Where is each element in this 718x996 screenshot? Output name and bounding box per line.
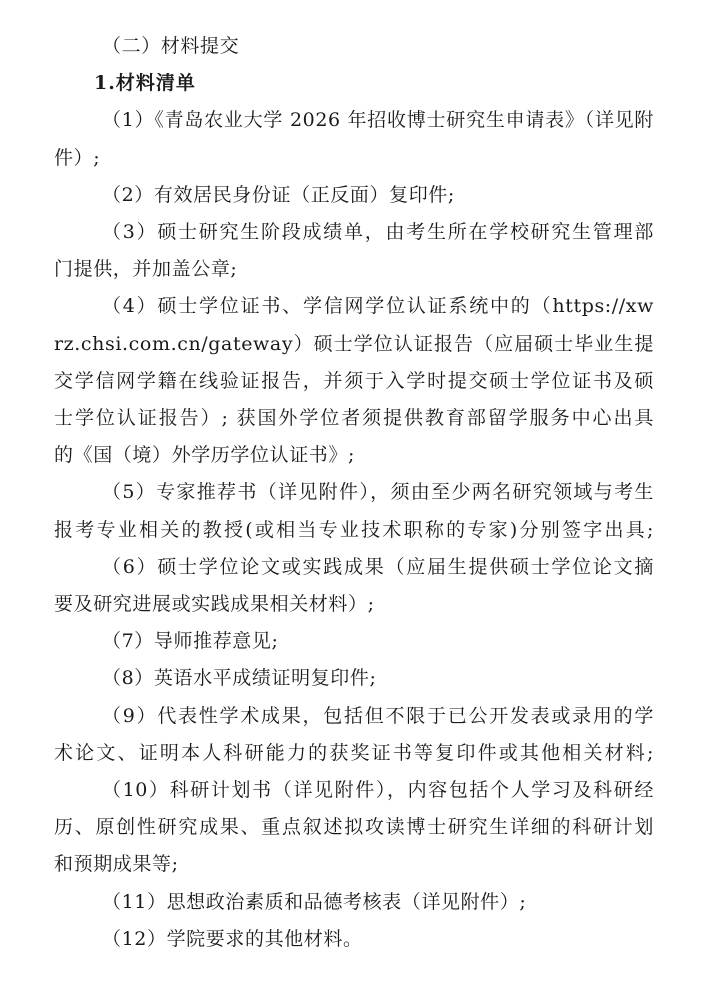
item-11-line-1: （11）思想政治素质和品德考核表（详见附件）; <box>102 890 527 913</box>
item-5-line-2: 报考专业相关的教授(或相当专业技术职称的专家)分别签字出具; <box>54 518 654 541</box>
item-1-line-2: 件）; <box>54 146 101 169</box>
list-heading: 1.材料清单 <box>94 72 196 95</box>
section-title: （二）材料提交 <box>102 35 240 57</box>
item-6-line-2: 要及研究进展或实践成果相关材料）; <box>54 593 375 616</box>
item-4-line-4: 士学位认证报告）; 获国外学位者须提供教育部留学服务中心出具 <box>54 407 654 430</box>
item-3-line-1: （3）硕士研究生阶段成绩单，由考生所在学校研究生管理部 <box>102 221 654 244</box>
item-10-line-2: 历、原创性研究成果、重点叙述拟攻读博士研究生详细的科研计划 <box>54 816 654 839</box>
item-12-line-1: （12）学院要求的其他材料。 <box>102 927 363 950</box>
item-5-line-1: （5）专家推荐书（详见附件），须由至少两名研究领域与考生 <box>102 481 654 504</box>
item-10-line-1: （10）科研计划书（详见附件），内容包括个人学习及科研经 <box>102 779 654 802</box>
item-4-line-2: rz.chsi.com.cn/gateway）硕士学位认证报告（应届硕士毕业生提 <box>54 332 654 355</box>
item-4-line-1: （4）硕士学位证书、学信网学位认证系统中的（https://xw <box>102 295 654 318</box>
item-9-line-2: 术论文、证明本人科研能力的获奖证书等复印件或其他相关材料; <box>54 741 654 764</box>
item-3-line-2: 门提供，并加盖公章; <box>54 258 238 281</box>
item-8-line-1: （8）英语水平成绩证明复印件; <box>102 667 377 690</box>
item-6-line-1: （6）硕士学位论文或实践成果（应届生提供硕士学位论文摘 <box>102 555 654 578</box>
item-2-line-1: （2）有效居民身份证（正反面）复印件; <box>102 183 455 206</box>
item-10-line-3: 和预期成果等; <box>54 853 179 876</box>
item-4-line-3: 交学信网学籍在线验证报告，并须于入学时提交硕士学位证书及硕 <box>54 369 654 392</box>
item-4-line-5: 的《国（境）外学历学位认证书》; <box>54 444 356 467</box>
item-9-line-1: （9）代表性学术成果，包括但不限于已公开发表或录用的学 <box>102 704 654 727</box>
item-1-line-1: （1）《青岛农业大学 2026 年招收博士研究生申请表》（详见附 <box>102 109 654 132</box>
item-7-line-1: （7）导师推荐意见; <box>102 630 279 653</box>
